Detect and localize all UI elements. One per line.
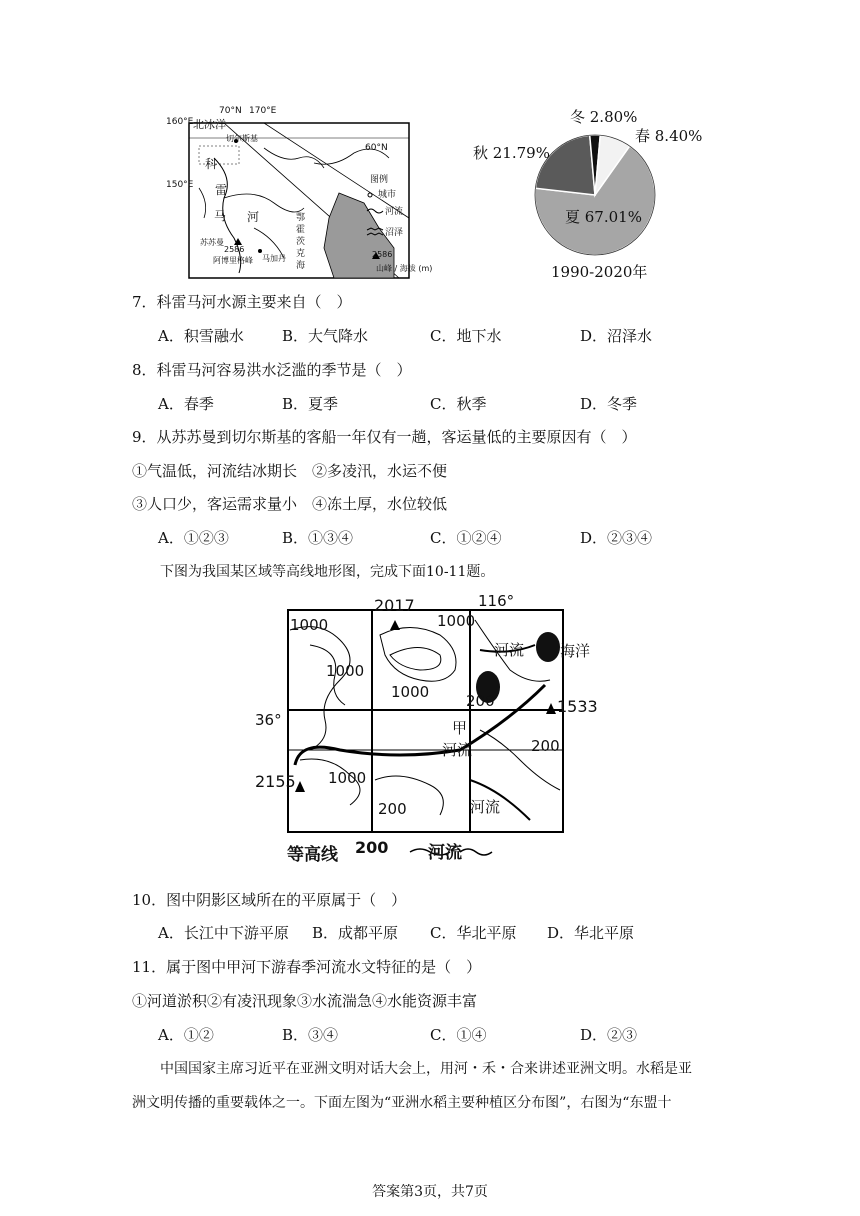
map2-contour-200c: 200 [378, 800, 407, 818]
pie-label-spring: 春 8.40% [635, 127, 703, 145]
q10-option-d[interactable]: D．华北平原 [547, 924, 635, 942]
map2-peak1: 2017 [374, 596, 415, 615]
map2-lon: 116° [478, 592, 515, 610]
q8-stem: 8．科雷马河容易洪水泛滥的季节是（ ） [132, 361, 412, 379]
map2-contour-1000e: 1000 [328, 769, 367, 787]
q9-option-a[interactable]: A．①②③ [158, 529, 229, 547]
map1-legend-swamp: 沼泽 [385, 228, 404, 238]
pie-caption: 1990-2020年 [551, 263, 648, 281]
map2-lat: 36° [255, 711, 282, 729]
map1-abybyshkin: 阿博里格峰 [213, 256, 253, 265]
map2-legend-contour: 等高线 [287, 845, 338, 865]
q8-option-a[interactable]: A．春季 [158, 395, 214, 413]
q11-stem: 11．属于图中甲河下游春季河流水文特征的是（ ） [132, 958, 482, 976]
map1-river-4: 河 [247, 210, 260, 224]
map2-ocean: 海洋 [560, 642, 591, 660]
map1-river-2: 雷 [215, 183, 228, 197]
map1-okhotsk-5: 海 [296, 261, 306, 271]
q9-option-c[interactable]: C．①②④ [430, 529, 502, 547]
q9-stem: 9．从苏苏曼到切尔斯基的客船一年仅有一趟，客运量低的主要原因有（ ） [132, 428, 637, 446]
map1-arctic-ocean: 北冰洋 [193, 118, 226, 131]
map2-peak2: 1533 [557, 697, 598, 716]
map2-peak3: 2155 [255, 772, 296, 791]
map1-okhotsk-1: 鄂 [296, 213, 306, 223]
map1-river-1: 科 [205, 157, 218, 171]
map1-legend-title: 图例 [370, 175, 389, 185]
q7-option-a[interactable]: A．积雪融水 [158, 327, 244, 345]
intro-10-11: 下图为我国某区域等高线地形图，完成下面10-11题。 [160, 564, 495, 580]
q9-statements-2: ③人口少，客运需求量小 ④冻土厚，水位较低 [132, 495, 448, 513]
map1-legend-river: 河流 [385, 207, 404, 217]
q10-option-b[interactable]: B．成都平原 [312, 924, 399, 942]
map1-peak-alt: 2586 [224, 245, 245, 254]
map1-legend-peak-num: 2586 [372, 250, 393, 259]
map2-river-3: 河流 [470, 798, 501, 816]
paragraph-line-2: 洲文明传播的重要载体之一。下面左图为“亚洲水稻主要种植区分布图”，右图为“东盟十 [132, 1095, 672, 1111]
map1-magadan: 马加丹 [262, 254, 286, 263]
pie-label-winter: 冬 2.80% [570, 108, 638, 126]
map2-contour-1000a: 1000 [290, 616, 329, 634]
map2-jia: 甲 [452, 719, 468, 737]
map2-contour-200b: 200 [531, 737, 560, 755]
q10-option-a[interactable]: A．长江中下游平原 [158, 924, 289, 942]
pie-label-summer: 夏 67.01% [565, 208, 642, 226]
q9-statements-1: ①气温低，河流结冰期长 ②多凌汛，水运不便 [132, 462, 448, 480]
q7-option-c[interactable]: C．地下水 [430, 327, 502, 345]
q8-option-b[interactable]: B．夏季 [282, 395, 339, 413]
map1-chersky: 切尔斯基 [226, 134, 258, 143]
map2-legend-200: 200 [355, 838, 389, 857]
q7-stem: 7．科雷马河水源主要来自（ ） [132, 293, 352, 311]
q7-option-d[interactable]: D．沼泽水 [580, 327, 653, 345]
map2-contour-1000b: 1000 [437, 612, 476, 630]
q10-option-c[interactable]: C．华北平原 [430, 924, 517, 942]
map1-okhotsk-4: 克 [296, 249, 306, 259]
map1-legend-peak: 山峰 / 海拔 (m) [376, 264, 433, 273]
q11-statements: ①河道淤积②有凌汛现象③水流湍急④水能资源丰富 [132, 992, 478, 1010]
q9-option-b[interactable]: B．①③④ [282, 529, 354, 547]
paragraph-line-1: 中国国家主席习近平在亚洲文明对话大会上，用河・禾・合来讲述亚洲文明。水稻是亚 [160, 1061, 692, 1077]
q8-option-c[interactable]: C．秋季 [430, 395, 487, 413]
q8-option-d[interactable]: D．冬季 [580, 395, 638, 413]
map2-legend-river: 河流 [428, 843, 462, 863]
map1-lon-70: 70°N [219, 106, 242, 116]
q11-option-c[interactable]: C．①④ [430, 1026, 487, 1044]
map1-okhotsk-2: 霍 [296, 225, 306, 235]
map1-susuman: 苏苏曼 [200, 238, 224, 247]
q11-option-b[interactable]: B．③④ [282, 1026, 339, 1044]
map2-river-2: 河流 [442, 741, 473, 759]
map1-lon-170: 170°E [249, 106, 277, 116]
kolyma-map [164, 108, 464, 283]
map2-contour-1000d: 1000 [391, 683, 430, 701]
map1-lat-150: 150°E [166, 180, 194, 190]
page-footer: 答案第3页，共7页 [372, 1184, 488, 1200]
q9-option-d[interactable]: D．②③④ [580, 529, 653, 547]
q11-option-a[interactable]: A．①② [158, 1026, 214, 1044]
q11-option-d[interactable]: D．②③ [580, 1026, 638, 1044]
map1-river-3: 马 [214, 209, 227, 223]
map2-river-1: 河流 [494, 641, 525, 659]
q10-stem: 10．图中阴影区域所在的平原属于（ ） [132, 891, 407, 909]
pie-label-autumn: 秋 21.79% [473, 144, 550, 162]
map1-lat-60: 60°N [365, 143, 388, 153]
q7-option-b[interactable]: B．大气降水 [282, 327, 369, 345]
map1-legend-city: 城市 [378, 190, 397, 200]
map1-lat-160: 160°E [166, 117, 194, 127]
map2-contour-1000c: 1000 [326, 662, 365, 680]
map1-okhotsk-3: 茨 [296, 237, 306, 247]
map2-contour-200a: 200 [466, 692, 495, 710]
